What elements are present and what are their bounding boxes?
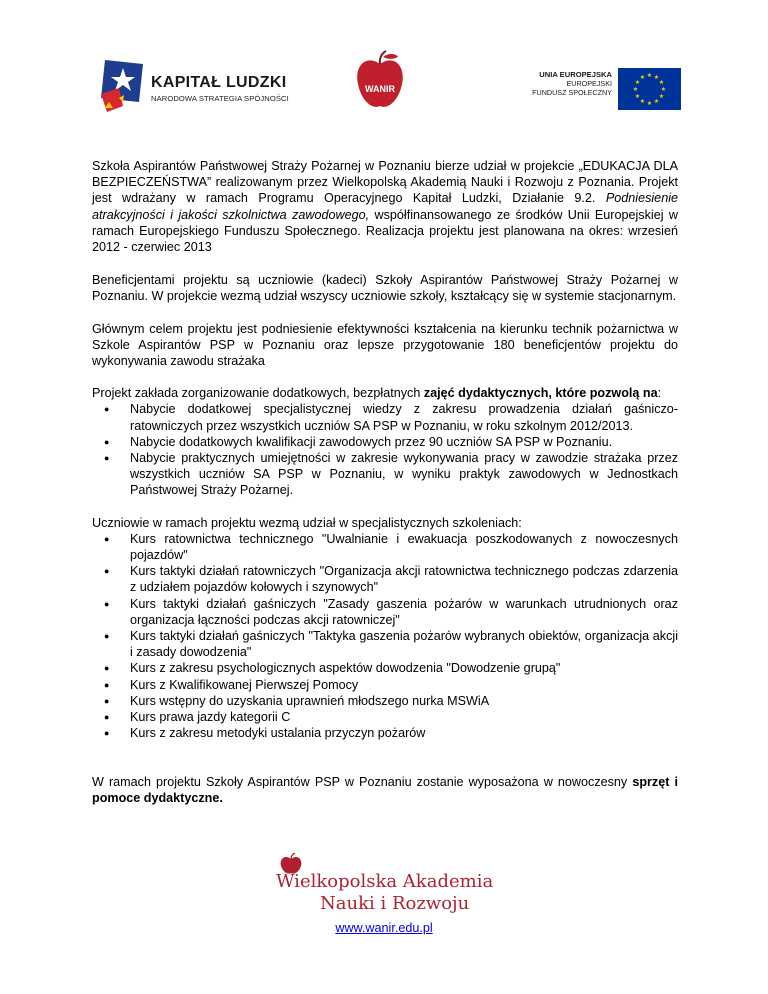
eu-logo xyxy=(518,68,684,110)
kapital-ludzki-flag-icon xyxy=(99,58,147,114)
intro-paragraph xyxy=(92,158,678,255)
trainings-intro: Uczniowie w ramach projektu wezmą udział w specjalistycznych szkoleniach: xyxy=(92,515,522,530)
kapital-ludzki-subtitle: NARODOWA STRATEGIA SPÓJNOŚCI xyxy=(151,94,289,103)
equipment-paragraph xyxy=(92,774,678,806)
list-item: ● Nabycie dodatkowych kwalifikacji zawodowych przez 90 uczniów SA PSP w Poznaniu. xyxy=(92,434,678,450)
wanir-footer-logo xyxy=(276,853,496,919)
svg-text:★: ★ xyxy=(634,93,641,100)
wanir-logo xyxy=(352,50,408,112)
website-link[interactable]: www.wanir.edu.pl xyxy=(335,921,433,935)
intro-text-b: współfinansowanego ze środków Unii Europejskiej w ramach Europejskiego Funduszu Społecznego. Realizacja projektu jest planowana na okres: wrzesień 2012 - czerwiec 2013 xyxy=(92,207,678,255)
intro-italic: Podniesienie atrakcyjności i jakości szkolnictwa zawodowego, xyxy=(92,191,678,222)
list-item: ● Kurs z zakresu psychologicznych aspektów dowodzenia "Dowodzenie grupą" xyxy=(92,660,678,676)
svg-text:★: ★ xyxy=(653,74,660,81)
list-item: ● Kurs prawa jazdy kategorii C xyxy=(92,709,678,725)
svg-text:★: ★ xyxy=(660,86,667,93)
goal-paragraph: Głównym celem projektu jest podniesienie efektywności kształcenia na kierunku technik pożarnictwa w Szkole Aspirantów PSP w Poznaniu oraz lepsze przygotowanie 180 beneficjentów projektu do wykonywania zawodu strażaka xyxy=(92,321,678,369)
activities-bold: zajęć dydaktycznych, które pozwolą na xyxy=(423,386,658,401)
list-item: ● Kurs z zakresu metodyki ustalania przyczyn pożarów xyxy=(92,725,678,741)
svg-text:★: ★ xyxy=(646,100,653,107)
wanir-apple-icon xyxy=(352,50,408,112)
list-item: ● Kurs z Kwalifikowanej Pierwszej Pomocy xyxy=(92,677,678,693)
eu-line1: UNIA EUROPEJSKA xyxy=(539,70,612,79)
svg-text:★: ★ xyxy=(639,98,646,105)
svg-text:★: ★ xyxy=(639,74,646,81)
activities-text: Projekt zakłada zorganizowanie dodatkowych, bezpłatnych xyxy=(92,386,424,401)
activities-intro xyxy=(92,385,678,401)
wanir-label: WANIR xyxy=(365,84,395,94)
svg-text:★: ★ xyxy=(634,79,641,86)
eu-line2: EUROPEJSKI xyxy=(566,79,612,88)
svg-text:★: ★ xyxy=(658,79,665,86)
activities-colon: : xyxy=(657,386,662,401)
kapital-ludzki-title: KAPITAŁ LUDZKI xyxy=(151,74,287,91)
org-name-line1: Wielkopolska Akademia xyxy=(276,871,494,892)
list-item: ● Nabycie dodatkowej specjalistycznej wiedzy z zakresu prowadzenia działań gaśniczo-ratowniczych przez wszystkich uczniów SA PSP w Poznaniu, w roku szkolnym 2012/2013. xyxy=(92,401,678,433)
list-item: ● Kurs ratownictwa technicznego "Uwalnianie i ewakuacja poszkodowanych z nowoczesnych pojazdów" xyxy=(92,531,678,563)
svg-text:★: ★ xyxy=(646,72,653,79)
svg-text:★: ★ xyxy=(658,93,665,100)
trainings-list xyxy=(92,531,678,742)
intro-text-a: Szkoła Aspirantów Państwowej Straży Pożarnej w Poznaniu bierze udział w projekcie „EDUKACJA DLA BEZPIECZEŃSTWA” realizowanym przez Wielkopolską Akademią Nauki i Rozwoju z Poznania. Projekt jest wdrażany w ramach Programu Operacyjnego Kapitał Ludzki, Działanie 9.2. xyxy=(92,159,678,206)
kapital-ludzki-logo xyxy=(99,58,299,114)
activities-list xyxy=(92,401,678,498)
eu-line3: FUNDUSZ SPOŁECZNY xyxy=(532,88,612,97)
list-item: ● Kurs taktyki działań gaśniczych "Taktyka gaszenia pożarów wybranych obiektów, organizacja akcji i zasady dowodzenia" xyxy=(92,628,678,660)
equipment-text: W ramach projektu Szkoły Aspirantów PSP w Poznaniu zostanie wyposażona w nowoczesny xyxy=(92,774,633,789)
list-item: ● Nabycie praktycznych umiejętności w zakresie wykonywania pracy w zawodzie strażaka przez wszystkich uczniów SA PSP w Poznaniu, w wyniku praktyk zawodowych w Jednostkach Państwowej Straży Pożarnej. xyxy=(92,450,678,499)
page-header xyxy=(0,0,768,140)
eu-flag-icon xyxy=(618,68,681,110)
svg-text:★: ★ xyxy=(632,86,639,93)
equipment-bold: sprzęt i pomoce dydaktyczne. xyxy=(92,774,679,805)
list-item: ● Kurs taktyki działań gaśniczych "Zasady gaszenia pożarów w warunkach utrudnionych oraz organizacja łączności podczas akcji ratowniczej" xyxy=(92,596,678,628)
list-item: ● Kurs wstępny do uzyskania uprawnień młodszego nurka MSWiA xyxy=(92,693,678,709)
list-item: ● Kurs taktyki działań ratowniczych "Organizacja akcji ratownictwa technicznego podczas zdarzenia z udziałem pojazdów kołowych i szynowych" xyxy=(92,563,678,595)
document-body xyxy=(92,158,678,822)
svg-text:★: ★ xyxy=(653,98,660,105)
beneficiaries-paragraph: Beneficjentami projektu są uczniowie (kadeci) Szkoły Aspirantów Państwowej Straży Pożarnej w Poznaniu. W projekcie wezmą udział wszyscy uczniowie szkoły, kształcący się w systemie stacjonarnym. xyxy=(92,273,678,304)
org-name-line2: Nauki i Rozwoju xyxy=(320,893,470,914)
